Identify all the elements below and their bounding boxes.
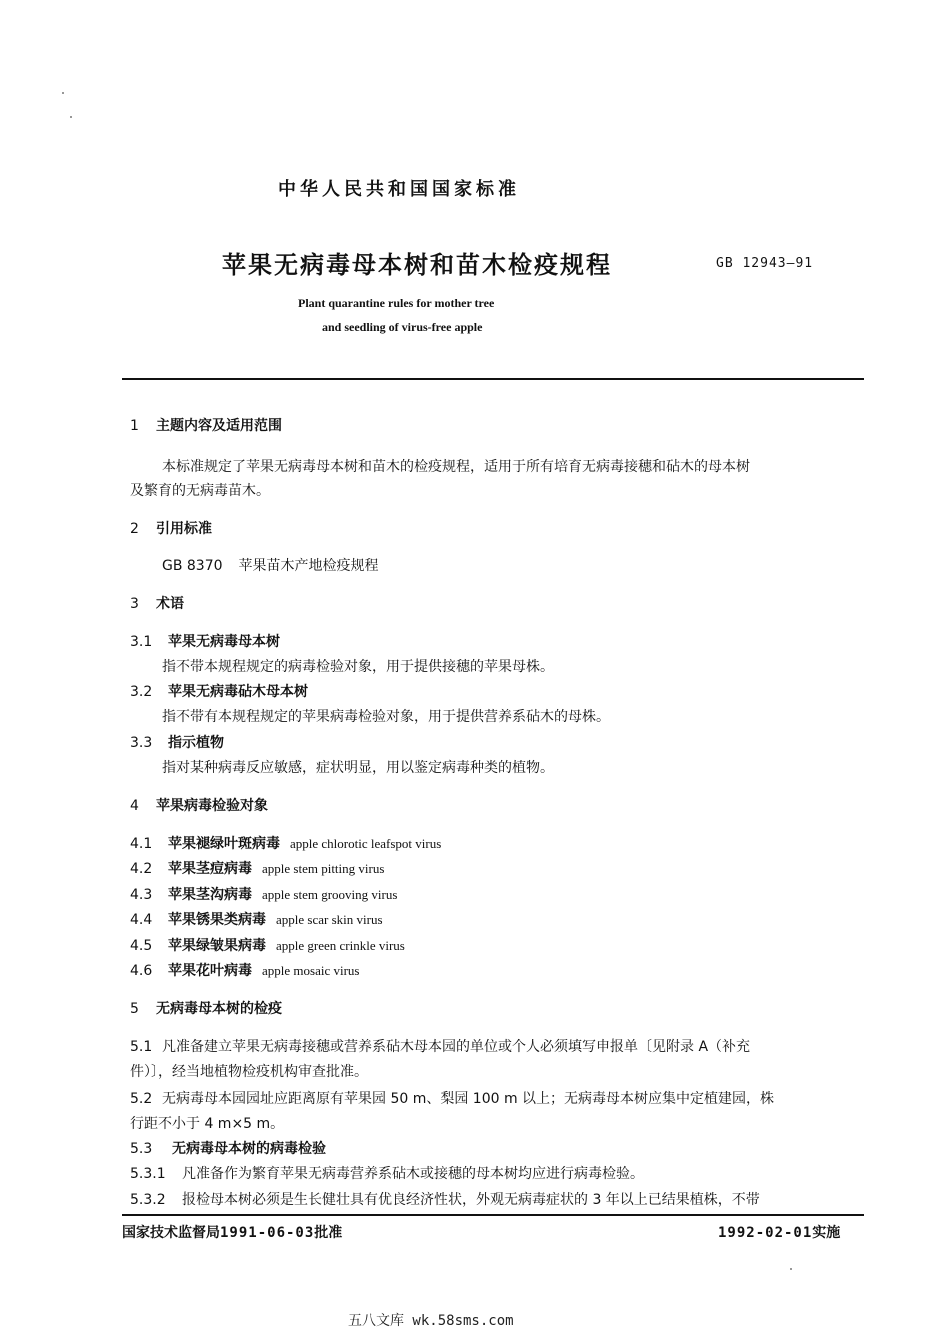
clause-text: 凡准备作为繁育苹果无病毒营养系砧木或接穗的母本树均应进行病毒检验。: [182, 1166, 644, 1182]
term-number: 3.2: [130, 684, 153, 700]
virus-name-cn: 苹果花叶病毒: [168, 963, 252, 979]
virus-name-en: apple chlorotic leafspot virus: [290, 836, 442, 851]
virus-number: 4.3: [130, 887, 153, 903]
watermark-text: 五八文库 wk.58sms.com: [348, 1313, 514, 1329]
virus-name-cn: 苹果茎沟病毒: [168, 887, 252, 903]
term-number: 3.1: [130, 634, 153, 650]
virus-item: [130, 935, 405, 955]
footer-rule: [122, 1214, 864, 1216]
virus-name-cn: 苹果锈果类病毒: [168, 912, 266, 928]
section-4-heading: [130, 795, 268, 815]
reference-standard: [162, 555, 379, 575]
document-title: 苹果无病毒母本树和苗木检疫规程: [222, 251, 612, 279]
term-3-2: [130, 681, 308, 701]
term-3-2-definition: 指不带有本规程规定的苹果病毒检验对象，用于提供营养系砧木的母株。: [162, 709, 610, 725]
section-title: 引用标准: [156, 521, 212, 537]
section-1-para-line2: 及繁育的无病毒苗木。: [130, 483, 270, 499]
section-title: 无病毒母本树的检疫: [156, 1001, 282, 1017]
virus-number: 4.1: [130, 836, 153, 852]
header-rule: [122, 378, 864, 380]
clause-5-3: [130, 1138, 326, 1158]
english-title-line1: Plant quarantine rules for mother tree: [298, 296, 495, 310]
section-2-heading: [130, 518, 212, 538]
section-number: 5: [130, 1001, 139, 1017]
section-number: 4: [130, 798, 139, 814]
clause-5-2-line2: 行距不小于 4 m×5 m。: [130, 1116, 285, 1132]
virus-name-cn: 苹果褪绿叶斑病毒: [168, 836, 280, 852]
term-3-1: [130, 631, 280, 651]
virus-item: [130, 960, 359, 980]
approval-line: [122, 1222, 342, 1242]
section-5-heading: [130, 998, 282, 1018]
virus-name-en: apple scar skin virus: [276, 912, 383, 927]
clause-5-3-2: [130, 1189, 760, 1209]
term-3-1-definition: 指不带本规程规定的病毒检验对象，用于提供接穗的苹果母株。: [162, 659, 554, 675]
approval-org: 国家技术监督局: [122, 1225, 220, 1241]
term-number: 3.3: [130, 735, 153, 751]
virus-name-en: apple stem pitting virus: [262, 861, 385, 876]
section-3-heading: [130, 593, 184, 613]
virus-name-en: apple green crinkle virus: [276, 938, 405, 953]
gb-number: GB 12943—91: [716, 256, 814, 271]
clause-5-3-1: [130, 1163, 644, 1183]
clause-text: 凡准备建立苹果无病毒接穗或营养系砧木母本园的单位或个人必须填写申报单〔见附录 A（补充: [162, 1039, 751, 1055]
virus-item: [130, 909, 383, 929]
virus-item: [130, 884, 397, 904]
clause-text: 无病毒母本园园址应距离原有苹果园 50 m、梨园 100 m 以上；无病毒母本树应集中定植建园，株: [162, 1091, 775, 1107]
approval-date: 1991-06-03: [220, 1225, 315, 1241]
virus-number: 4.2: [130, 861, 153, 877]
clause-number: 5.1: [130, 1039, 153, 1055]
section-title: 主题内容及适用范围: [156, 418, 282, 434]
term-3-3-definition: 指对某种病毒反应敏感，症状明显，用以鉴定病毒种类的植物。: [162, 760, 554, 776]
virus-name-en: apple mosaic virus: [262, 963, 360, 978]
clause-number: 5.3.1: [130, 1166, 166, 1182]
reference-code: GB 8370: [162, 558, 223, 574]
term-name: 指示植物: [168, 735, 224, 751]
implementation-suffix: 实施: [812, 1225, 841, 1241]
virus-number: 4.4: [130, 912, 153, 928]
clause-number: 5.3.2: [130, 1192, 166, 1208]
implementation-date: 1992-02-01: [718, 1225, 813, 1241]
section-number: 3: [130, 596, 139, 612]
english-title-line2: and seedling of virus-free apple: [322, 320, 483, 334]
virus-number: 4.5: [130, 938, 153, 954]
implementation-line: [718, 1222, 840, 1242]
virus-item: [130, 833, 441, 853]
approval-suffix: 批准: [314, 1225, 343, 1241]
clause-number: 5.2: [130, 1091, 153, 1107]
clause-5-1-line1: [130, 1036, 750, 1056]
term-3-3: [130, 732, 224, 752]
virus-item: [130, 858, 384, 878]
section-number: 2: [130, 521, 139, 537]
clause-5-1-line2: 件）〕，经当地植物检疫机构审查批准。: [130, 1064, 368, 1080]
clause-text: 报检母本树必须是生长健壮具有优良经济性状，外观无病毒症状的 3 年以上已结果植株，不带: [182, 1192, 760, 1208]
section-1-heading: [130, 415, 282, 435]
term-name: 苹果无病毒砧木母本树: [168, 684, 308, 700]
reference-title: 苹果苗木产地检疫规程: [238, 558, 379, 574]
section-1-para-line1: 本标准规定了苹果无病毒母本树和苗木的检疫规程，适用于所有培育无病毒接穗和砧木的母本树: [162, 459, 750, 475]
section-number: 1: [130, 418, 139, 434]
virus-number: 4.6: [130, 963, 153, 979]
virus-name-en: apple stem grooving virus: [262, 887, 398, 902]
section-title: 术语: [156, 596, 184, 612]
clause-5-2-line1: [130, 1088, 774, 1108]
clause-title: 无病毒母本树的病毒检验: [172, 1141, 326, 1157]
term-name: 苹果无病毒母本树: [168, 634, 280, 650]
clause-number: 5.3: [130, 1141, 153, 1157]
national-standard-heading: 中华人民共和国国家标准: [278, 179, 520, 200]
virus-name-cn: 苹果绿皱果病毒: [168, 938, 266, 954]
section-title: 苹果病毒检验对象: [156, 798, 268, 814]
virus-name-cn: 苹果茎痘病毒: [168, 861, 252, 877]
